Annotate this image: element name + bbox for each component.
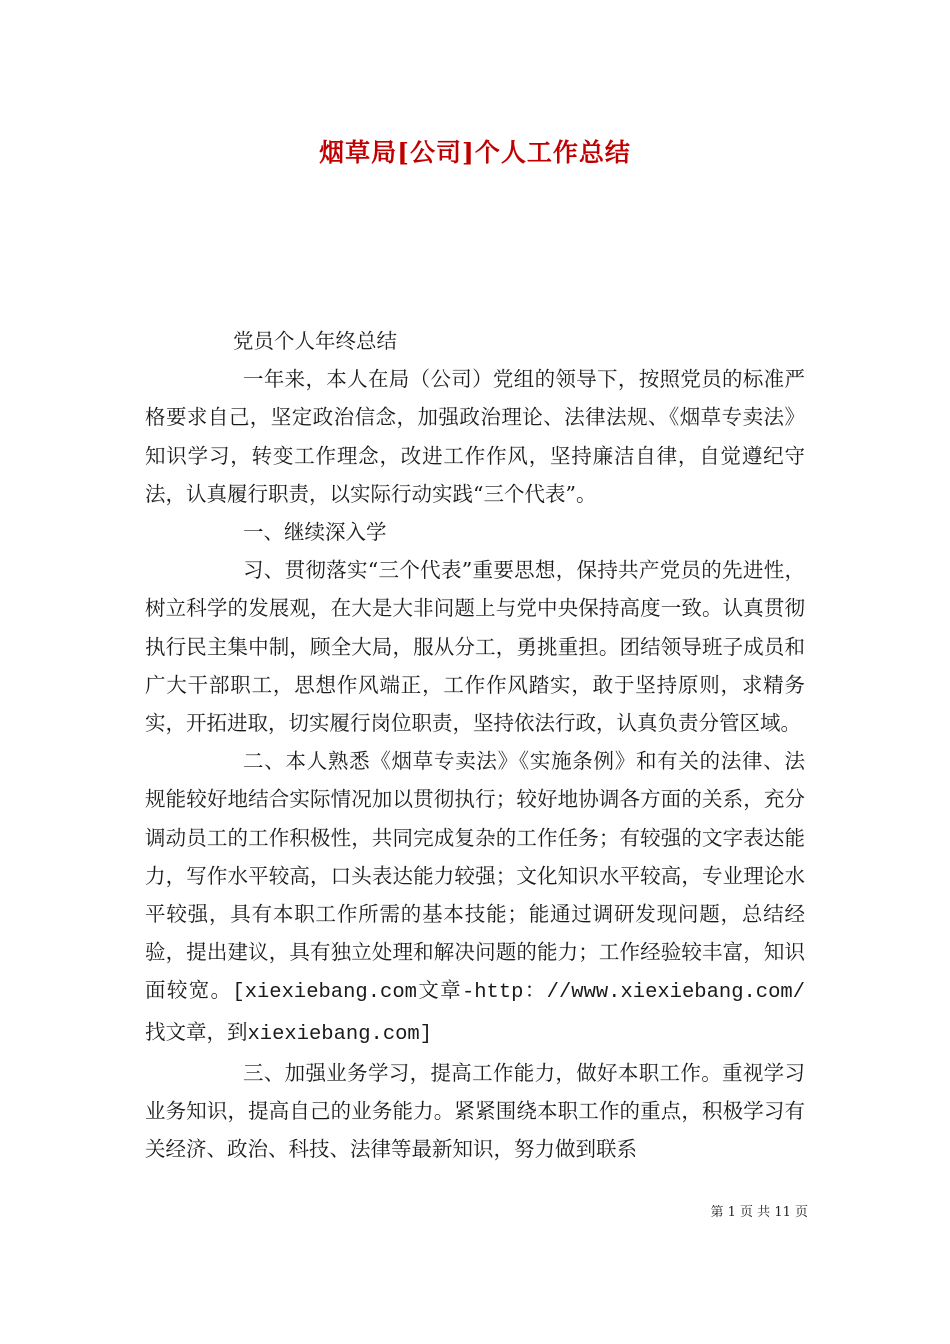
document-title: 烟草局[公司]个人工作总结: [319, 138, 631, 167]
paragraph-intro: 一年来，本人在局（公司）党组的领导下，按照党员的标准严格要求自己，坚定政治信念，加强政治理论、法律法规、《烟草专卖法》知识学习，转变工作理念，改进工作作风，坚持廉洁自律，自觉遵纪守法，认真履行职责，以实际行动实践“三个代表”。: [145, 367, 805, 506]
source-link-text: [xiexiebang.com文章-http：//www.xiexiebang.com/找文章，到xiexiebang.com]: [145, 981, 805, 1046]
paragraph-section-one-heading: 一、继续深入学: [243, 520, 387, 545]
paragraph-section-three: 三、加强业务学习，提高工作能力，做好本职工作。重视学习业务知识，提高自己的业务能力。紧紧围绕本职工作的重点，积极学习有关经济、政治、科技、法律等最新知识，努力做到联系: [145, 1060, 805, 1162]
paragraph-section-two: [145, 742, 805, 1054]
document-subtitle: 党员个人年终总结: [233, 329, 397, 353]
paragraph-section-two-text: 二、本人熟悉《烟草专卖法》《实施条例》和有关的法律、法规能较好地结合实际情况加以贯彻执行；较好地协调各方面的关系，充分调动员工的工作积极性，共同完成复杂的工作任务；有较强的文字表达能力，写作水平较高，口头表达能力较强；文化知识水平较高，专业理论水平较强，具有本职工作所需的基本技能；能通过调研发现问题，总结经验，提出建议，具有独立处理和解决问题的能力；工作经验较丰富，知识面较宽。: [145, 749, 805, 1003]
page-number: 第 1 页 共 11 页: [710, 1205, 808, 1220]
paragraph-section-one: 习、贯彻落实“三个代表”重要思想，保持共产党员的先进性，树立科学的发展观，在大是大非问题上与党中央保持高度一致。认真贯彻执行民主集中制，顾全大局，服从分工，勇挑重担。团结领导班子成员和广大干部职工，思想作风端正，工作作风踏实，敢于坚持原则，求精务实，开拓进取，切实履行岗位职责，坚持依法行政，认真负责分管区域。: [145, 558, 805, 736]
document-body: [145, 322, 805, 1168]
